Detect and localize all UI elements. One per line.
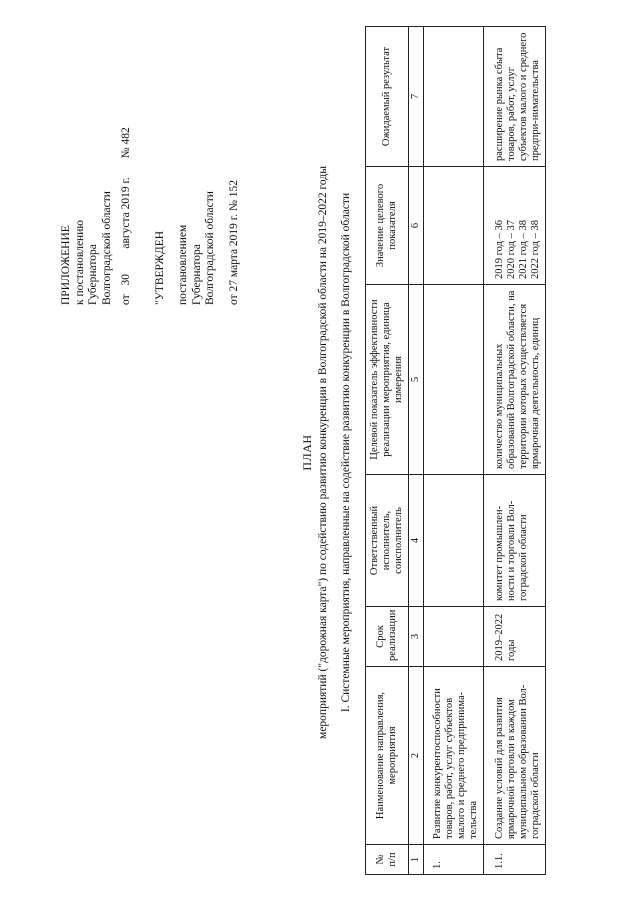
header-number: № п/п <box>366 845 409 875</box>
column-number: 6 <box>409 167 424 285</box>
approved-line-2: Губернатора <box>190 244 203 305</box>
appendix-line-3: Волгоградской области <box>100 191 113 305</box>
header-executor: Ответственный исполнитель, соисполнитель <box>366 475 409 607</box>
row-value: 2019 год – 36 2020 год – 37 2021 год – 38 2022 год – 38 <box>484 167 546 285</box>
header-name: Наименование направления, мероприятия <box>366 667 409 845</box>
row-term: 2019–2022 годы <box>484 607 546 667</box>
row-indicator <box>424 285 484 475</box>
column-number: 4 <box>409 475 424 607</box>
row-term <box>424 607 484 667</box>
table-row <box>484 27 546 875</box>
row-result: расширение рынка сбыта товаров, работ, услуг субъектов малого и среднего предпри-нимательства <box>484 27 546 167</box>
header-indicator: Целевой показатель эффективности реализации мероприятия, единица измерения <box>366 285 409 475</box>
row-executor: комитет промышлен-ности и торговли Вол-гоградской области <box>484 475 546 607</box>
header-term: Срок реализации <box>366 607 409 667</box>
appendix-date <box>120 127 134 305</box>
appendix-date-day: 30 <box>120 274 132 286</box>
plan-title: ПЛАН <box>300 434 314 471</box>
approved-date: от 27 марта 2019 г. № 152 <box>227 179 240 305</box>
row-name: Развитие конкурентоспособности товаров, работ, услуг субъектов малого и среднего предпринима-тельства <box>424 667 484 845</box>
row-indicator: количество муниципальных образований Волгоградской области, на территории которых осуществляется ярмарочная деятельность, единиц <box>484 285 546 475</box>
row-value <box>424 167 484 285</box>
column-number: 2 <box>409 667 424 845</box>
column-number: 5 <box>409 285 424 475</box>
row-executor <box>424 475 484 607</box>
appendix-line-2: Губернатора <box>87 244 99 305</box>
appendix-number: 482 <box>120 127 132 145</box>
appendix-block <box>60 127 241 305</box>
approved-line-1: постановлением <box>177 224 189 305</box>
section-title: I. Системные мероприятия, направленные на содействие развитию конкуренции в Волгоградской области <box>340 192 352 713</box>
header-result: Ожидаемый результат <box>366 27 409 167</box>
table-row <box>424 27 484 875</box>
appendix-date-month-year: августа 2019 г. <box>120 177 132 249</box>
appendix-date-prefix: от <box>120 294 132 305</box>
appendix-title: ПРИЛОЖЕНИЕ <box>60 225 72 305</box>
column-number: 3 <box>409 607 424 667</box>
row-name: Создание условий для развития ярмарочной торговли в каждом муниципальном образовании Вол-гоградской области <box>484 667 546 845</box>
plan-table <box>365 26 546 875</box>
approved-line-3: Волгоградской области <box>204 191 216 305</box>
column-number: 7 <box>409 27 424 167</box>
column-number: 1 <box>409 845 424 875</box>
row-number: 1. <box>424 845 484 875</box>
table-header-row <box>366 27 409 875</box>
appendix-number-prefix: № <box>120 147 132 159</box>
approved-title: "УТВЕРЖДЕН <box>153 230 166 305</box>
column-numbers-row <box>409 27 424 875</box>
plan-subtitle: мероприятий ("дорожная карта") по содействию развитию конкуренции в Волгоградской области на 2019–2022 годы <box>317 166 329 739</box>
row-number: 1.1. <box>484 845 546 875</box>
appendix-line-1: к постановлению <box>73 220 86 305</box>
header-value: Значение целевого показателя <box>366 167 409 285</box>
row-result <box>424 27 484 167</box>
